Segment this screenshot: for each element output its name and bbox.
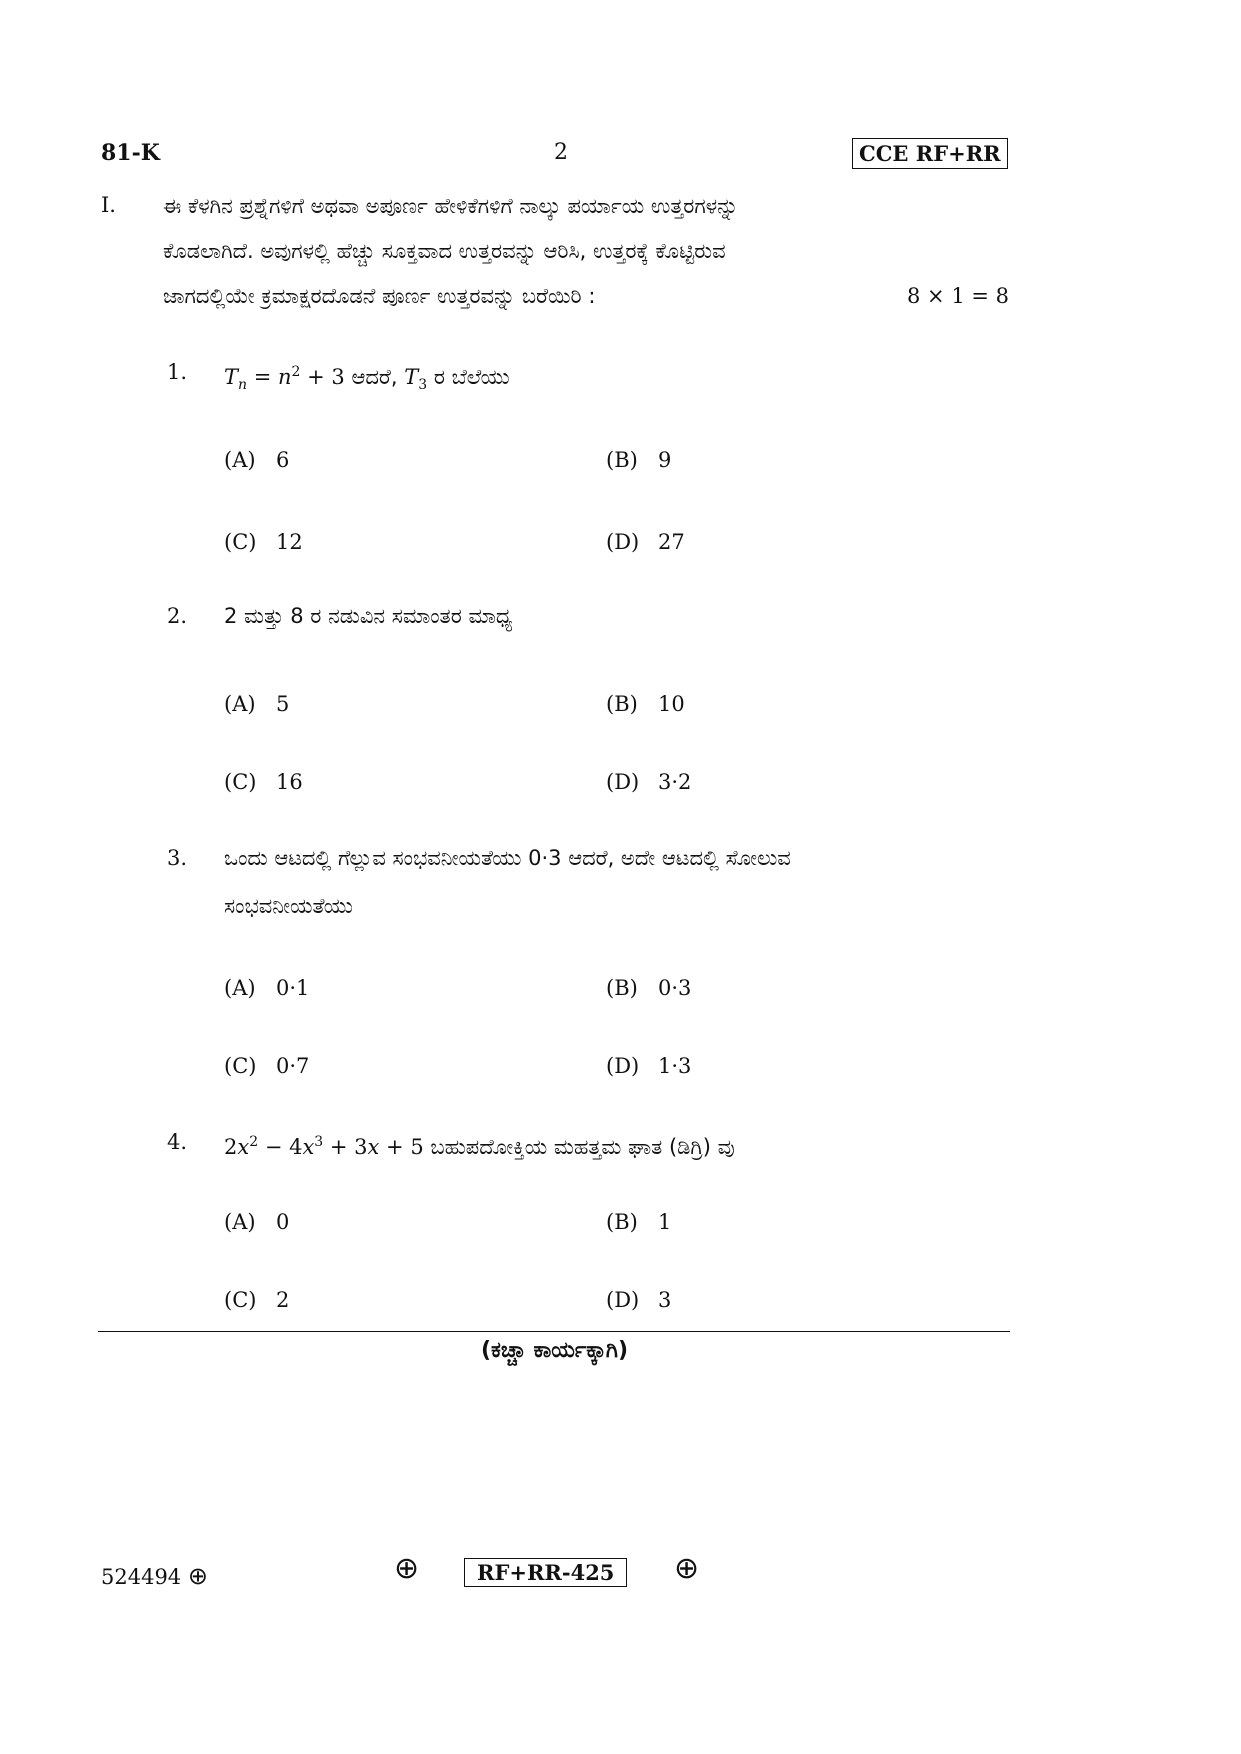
option-value: 6 bbox=[276, 448, 290, 472]
question-text-part: ಆದರೆ, bbox=[351, 365, 398, 389]
option-value: 10 bbox=[658, 692, 685, 716]
question-text: $T_n = n^2 + 3$ ಆದರೆ, $T_3$ ರ ಬೆಲೆಯು bbox=[224, 364, 510, 394]
option-letter: (A) bbox=[224, 692, 256, 716]
question-text-part: ರ ಬೆಲೆಯು bbox=[433, 365, 510, 389]
option-value: 27 bbox=[658, 530, 685, 554]
rough-work-label: (ಕಚ್ಚಾ ಕಾರ್ಯಕ್ಕಾಗಿ) bbox=[480, 1338, 629, 1363]
footer-code-box: RF+RR-425 bbox=[464, 1558, 627, 1587]
registration-mark-icon: ⊕ bbox=[187, 1562, 208, 1590]
option bbox=[224, 770, 303, 794]
option-letter: (A) bbox=[224, 448, 256, 472]
divider-line bbox=[98, 1331, 1010, 1332]
option-letter: (D) bbox=[606, 1054, 640, 1078]
question-text-line: ಸಂಭವನೀಯತೆಯು bbox=[224, 894, 353, 918]
question-text-part: ಬಹುಪದೋಕ್ತಿಯ ಮಹತ್ತಮ ಘಾತ (ಡಿಗ್ರಿ) ವು bbox=[430, 1135, 735, 1159]
option bbox=[606, 1054, 691, 1078]
question-number: 2. bbox=[167, 604, 188, 628]
option-value: 16 bbox=[276, 770, 303, 794]
footer-serial: 524494 bbox=[101, 1565, 182, 1589]
option-value: 1 bbox=[658, 1210, 672, 1234]
series-box: CCE RF+RR bbox=[852, 138, 1008, 169]
option-letter: (C) bbox=[224, 1054, 257, 1078]
question-number: 4. bbox=[167, 1130, 188, 1154]
option-letter: (B) bbox=[606, 692, 638, 716]
option-value: 1·3 bbox=[658, 1054, 692, 1078]
option bbox=[224, 976, 309, 1000]
option-value: 0 bbox=[276, 1210, 290, 1234]
option bbox=[224, 1054, 309, 1078]
footer-number bbox=[101, 1564, 208, 1589]
option-letter: (A) bbox=[224, 1210, 256, 1234]
option-letter: (D) bbox=[606, 770, 640, 794]
option bbox=[606, 770, 691, 794]
paper-code: 81-K bbox=[101, 140, 160, 166]
option-letter: (B) bbox=[606, 976, 638, 1000]
registration-mark-icon: ⊕ bbox=[674, 1551, 700, 1586]
option-value: 0·7 bbox=[276, 1054, 310, 1078]
question-text: $2x^2 - 4x^3 + 3x + 5$ ಬಹುಪದೋಕ್ತಿಯ ಮಹತ್ತಮ ಘಾತ (ಡಿಗ್ರಿ) ವು bbox=[224, 1134, 735, 1159]
option-letter: (D) bbox=[606, 1288, 640, 1312]
question-text: 2 ಮತ್ತು 8 ರ ನಡುವಿನ ಸಮಾಂತರ ಮಾಧ್ಯ bbox=[224, 604, 513, 628]
instruction-line: ಈ ಕೆಳಗಿನ ಪ್ರಶ್ನೆಗಳಿಗೆ ಅಥವಾ ಅಪೂರ್ಣ ಹೇಳಿಕೆಗಳಿಗೆ ನಾಲ್ಕು ಪರ್ಯಾಯ ಉತ್ತರಗಳನ್ನು bbox=[163, 194, 739, 218]
option-value: 5 bbox=[276, 692, 290, 716]
option bbox=[606, 1210, 671, 1234]
option-value: 3·2 bbox=[658, 770, 692, 794]
instruction-line: ಜಾಗದಲ್ಲಿಯೇ ಕ್ರಮಾಕ್ಷರದೊಡನೆ ಪೂರ್ಣ ಉತ್ತರವನ್ನು ಬರೆಯಿರಿ : bbox=[163, 284, 596, 308]
option-value: 9 bbox=[658, 448, 672, 472]
instruction-line: ಕೊಡಲಾಗಿದೆ. ಅವುಗಳಲ್ಲಿ ಹೆಚ್ಚು ಸೂಕ್ತವಾದ ಉತ್ತರವನ್ನು ಆರಿಸಿ, ಉತ್ತರಕ್ಕೆ ಕೊಟ್ಟಿರುವ bbox=[163, 239, 726, 263]
section-instruction bbox=[163, 184, 1009, 319]
marks-label: 8 × 1 = 8 bbox=[907, 284, 1009, 308]
registration-mark-icon: ⊕ bbox=[394, 1551, 420, 1586]
option-letter: (B) bbox=[606, 1210, 638, 1234]
option bbox=[606, 448, 671, 472]
question-text-line: ಒಂದು ಆಟದಲ್ಲಿ ಗೆಲ್ಲುವ ಸಂಭವನೀಯತೆಯು 0·3 ಆದರೆ, ಅದೇ ಆಟದಲ್ಲಿ ಸೋಲುವ bbox=[224, 846, 791, 870]
option-letter: (C) bbox=[224, 770, 257, 794]
option bbox=[224, 1210, 289, 1234]
question-number: 1. bbox=[167, 360, 188, 384]
option bbox=[606, 976, 691, 1000]
option-letter: (C) bbox=[224, 1288, 257, 1312]
option bbox=[224, 448, 289, 472]
option-value: 2 bbox=[276, 1288, 290, 1312]
option-value: 3 bbox=[658, 1288, 672, 1312]
option-value: 0·3 bbox=[658, 976, 692, 1000]
option-letter: (D) bbox=[606, 530, 640, 554]
page-number: 2 bbox=[554, 140, 568, 165]
option bbox=[606, 530, 685, 554]
option bbox=[224, 692, 289, 716]
option bbox=[606, 692, 685, 716]
section-number: I. bbox=[101, 193, 116, 217]
option-value: 0·1 bbox=[276, 976, 310, 1000]
question-text bbox=[224, 834, 1010, 930]
option bbox=[224, 1288, 289, 1312]
option-value: 12 bbox=[276, 530, 303, 554]
option bbox=[606, 1288, 671, 1312]
option-letter: (C) bbox=[224, 530, 257, 554]
option-letter: (A) bbox=[224, 976, 256, 1000]
question-number: 3. bbox=[167, 846, 188, 870]
option bbox=[224, 530, 303, 554]
option-letter: (B) bbox=[606, 448, 638, 472]
